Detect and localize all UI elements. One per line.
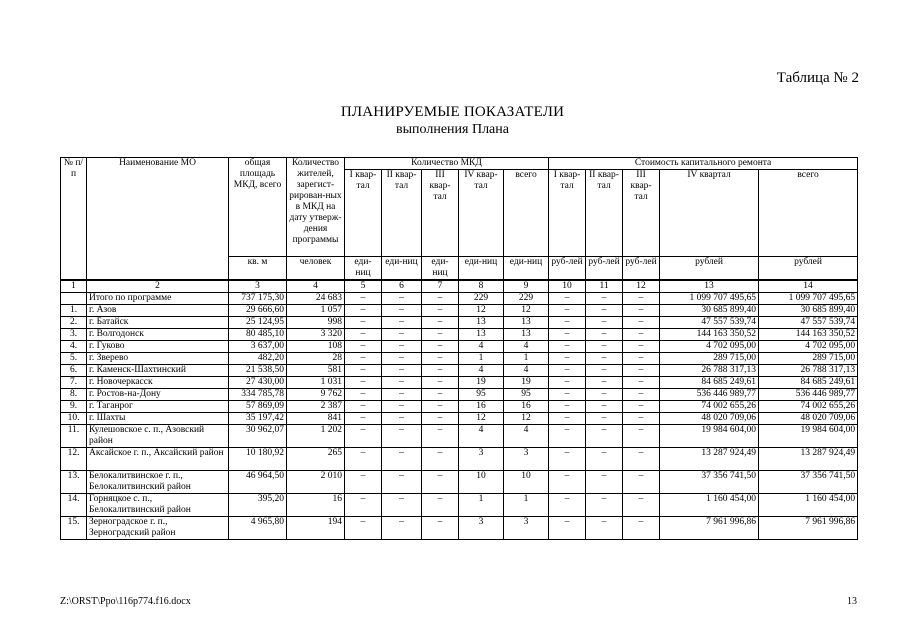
cell-mkd-q2: – [382,305,422,317]
table-row [61,401,858,413]
cell-mkd-total: 4 [504,341,549,353]
cell-cost-total: 144 163 350,52 [759,329,858,341]
cell-mkd-q2: – [382,389,422,401]
column-index-cell: 7 [422,280,459,293]
table-row [61,329,858,341]
cell-cost-q3: – [623,389,660,401]
cell-mkd-q2: – [382,317,422,329]
cell-mkd-total: 1 [504,494,549,517]
table-row [61,353,858,365]
unit-cost-total: рублей [759,257,858,281]
cell-mkd-total: 19 [504,377,549,389]
cell-cost-q1: – [549,341,586,353]
header-area: общая площадь МКД, всего [229,158,287,257]
cell-mkd-q1: – [345,425,382,448]
unit-mkd-q2: еди-ниц [382,257,422,281]
cell-name: г. Шахты [87,413,229,425]
cell-cost-q1: – [549,413,586,425]
cell-residents: 998 [287,317,345,329]
cell-area: 482,20 [229,353,287,365]
column-index-cell: 10 [549,280,586,293]
cell-cost-q1: – [549,517,586,540]
unit-cost-q1: руб-лей [549,257,586,281]
unit-mkd-q4: еди-ниц [459,257,504,281]
cell-num: 12. [61,448,87,471]
cell-mkd-q4: 12 [459,305,504,317]
cell-cost-q3: – [623,377,660,389]
cell-cost-q2: – [586,305,623,317]
column-index-cell: 1 [61,280,87,293]
cell-mkd-q1: – [345,329,382,341]
cell-mkd-q1: – [345,341,382,353]
cell-cost-q2: – [586,413,623,425]
cell-name: г. Новочеркасск [87,377,229,389]
cell-mkd-q2: – [382,471,422,494]
cell-cost-q2: – [586,517,623,540]
cell-mkd-q2: – [382,329,422,341]
cell-cost-q1: – [549,389,586,401]
cell-name: г. Волгодонск [87,329,229,341]
cell-cost-total: 1 099 707 495,65 [759,293,858,305]
cell-area: 80 485,10 [229,329,287,341]
unit-mkd-total: еди-ниц [504,257,549,281]
table-row [61,389,858,401]
cell-mkd-q4: 229 [459,293,504,305]
cell-num: 5. [61,353,87,365]
cell-cost-q3: – [623,494,660,517]
cell-mkd-q2: – [382,353,422,365]
cell-cost-total: 37 356 741,50 [759,471,858,494]
cell-mkd-total: 16 [504,401,549,413]
cell-mkd-total: 1 [504,353,549,365]
table-row [61,494,858,517]
cell-mkd-q1: – [345,448,382,471]
cell-cost-q1: – [549,317,586,329]
cell-mkd-total: 4 [504,425,549,448]
unit-cost-q2: руб-лей [586,257,623,281]
cell-cost-q4: 289 715,00 [660,353,759,365]
column-index-cell: 12 [623,280,660,293]
cell-mkd-q4: 3 [459,448,504,471]
cell-cost-q3: – [623,353,660,365]
footer-file-path: Z:\ORST\Ppo\116p774.f16.docx [60,596,191,607]
table-row [61,341,858,353]
cell-mkd-q1: – [345,494,382,517]
cell-cost-q1: – [549,293,586,305]
cell-mkd-q3: – [422,305,459,317]
column-index-cell: 14 [759,280,858,293]
cell-mkd-total: 10 [504,471,549,494]
cell-num: 6. [61,365,87,377]
unit-mkd-q3: еди-ниц [422,257,459,281]
cell-mkd-q3: – [422,293,459,305]
cell-mkd-q4: 4 [459,425,504,448]
cell-cost-q4: 26 788 317,13 [660,365,759,377]
cell-area: 4 965,80 [229,517,287,540]
cell-cost-q4: 19 984 604,00 [660,425,759,448]
cell-residents: 841 [287,413,345,425]
cell-area: 334 785,78 [229,389,287,401]
cell-mkd-q3: – [422,377,459,389]
cell-mkd-q1: – [345,293,382,305]
cell-cost-total: 26 788 317,13 [759,365,858,377]
cell-mkd-q2: – [382,425,422,448]
document-subtitle: выполнения Плана [396,122,509,137]
table-number: Таблица № 2 [776,70,859,86]
cell-cost-q1: – [549,494,586,517]
cell-mkd-q2: – [382,401,422,413]
unit-mkd-q1: еди-ниц [345,257,382,281]
cell-cost-q3: – [623,401,660,413]
cell-mkd-q1: – [345,517,382,540]
cell-cost-q1: – [549,471,586,494]
cell-area: 46 964,50 [229,471,287,494]
table-row [61,413,858,425]
cell-mkd-q4: 1 [459,353,504,365]
header-mkd-total: всего [504,170,549,257]
cell-residents: 3 320 [287,329,345,341]
cell-area: 25 124,95 [229,317,287,329]
cell-mkd-total: 3 [504,517,549,540]
cell-area: 395,20 [229,494,287,517]
cell-area: 27 430,00 [229,377,287,389]
cell-mkd-q2: – [382,377,422,389]
header-cost-q2: II квар-тал [586,170,623,257]
table-row [61,317,858,329]
cell-mkd-q1: – [345,353,382,365]
cell-num: 3. [61,329,87,341]
cell-mkd-total: 3 [504,448,549,471]
cell-cost-q4: 37 356 741,50 [660,471,759,494]
cell-name: г. Таганрог [87,401,229,413]
cell-name: г. Гуково [87,341,229,353]
page-number: 13 [847,596,857,607]
header-mkd-q2: II квар-тал [382,170,422,257]
cell-area: 35 197,42 [229,413,287,425]
cell-cost-total: 48 020 709,06 [759,413,858,425]
header-num: № п/п [61,158,87,281]
cell-num: 1. [61,305,87,317]
cell-cost-q4: 74 002 655,26 [660,401,759,413]
cell-cost-q2: – [586,401,623,413]
unit-area: кв. м [229,257,287,281]
cell-name: г. Батайск [87,317,229,329]
cell-mkd-q4: 4 [459,365,504,377]
cell-cost-q4: 7 961 996,86 [660,517,759,540]
column-index-cell: 8 [459,280,504,293]
cell-mkd-q4: 12 [459,413,504,425]
column-index-cell: 3 [229,280,287,293]
cell-cost-total: 289 715,00 [759,353,858,365]
cell-mkd-q3: – [422,341,459,353]
cell-cost-q4: 47 557 539,74 [660,317,759,329]
cell-mkd-q1: – [345,305,382,317]
table-row [61,517,858,540]
cell-cost-q3: – [623,471,660,494]
column-index-cell: 6 [382,280,422,293]
cell-area: 3 637,00 [229,341,287,353]
cell-num [61,293,87,305]
table-row [61,471,858,494]
cell-cost-q3: – [623,448,660,471]
column-index-cell: 13 [660,280,759,293]
cell-mkd-total: 229 [504,293,549,305]
cell-residents: 581 [287,365,345,377]
header-residents: Количество жителей, зарегист-рирован-ных в МКД на дату утверж-дения программы [287,158,345,257]
header-cost-total: всего [759,170,858,257]
cell-mkd-q2: – [382,413,422,425]
cell-name: Зерноградское г. п., Зерноградский район [87,517,229,540]
cell-cost-total: 84 685 249,61 [759,377,858,389]
header-mkd-q3: III квар-тал [422,170,459,257]
cell-cost-q3: – [623,293,660,305]
column-index-row [61,280,858,293]
cell-mkd-total: 4 [504,365,549,377]
cell-residents: 16 [287,494,345,517]
cell-cost-q1: – [549,377,586,389]
cell-num: 2. [61,317,87,329]
cell-cost-q2: – [586,365,623,377]
cell-cost-q3: – [623,413,660,425]
cell-cost-q2: – [586,389,623,401]
cell-name: Белокалитвинское г. п., Белокалитвинский район [87,471,229,494]
header-cost-q3: III квар-тал [623,170,660,257]
document-title: ПЛАНИРУЕМЫЕ ПОКАЗАТЕЛИ [340,104,565,120]
cell-cost-q2: – [586,353,623,365]
cell-mkd-q1: – [345,471,382,494]
cell-mkd-q1: – [345,401,382,413]
cell-area: 21 538,50 [229,365,287,377]
cell-mkd-q4: 13 [459,317,504,329]
cell-cost-q4: 48 020 709,06 [660,413,759,425]
cell-cost-q4: 536 446 989,77 [660,389,759,401]
table-row [61,425,858,448]
cell-mkd-q4: 19 [459,377,504,389]
cell-cost-total: 19 984 604,00 [759,425,858,448]
cell-cost-q3: – [623,341,660,353]
cell-cost-q1: – [549,448,586,471]
cell-cost-q4: 144 163 350,52 [660,329,759,341]
cell-mkd-q3: – [422,353,459,365]
cell-num: 7. [61,377,87,389]
cell-area: 30 962,07 [229,425,287,448]
cell-name: г. Азов [87,305,229,317]
cell-mkd-q1: – [345,317,382,329]
cell-mkd-q3: – [422,329,459,341]
header-cost-q4: IV квартал [660,170,759,257]
cell-name: г. Каменск-Шахтинский [87,365,229,377]
cell-residents: 24 683 [287,293,345,305]
cell-num: 13. [61,471,87,494]
cell-cost-q2: – [586,293,623,305]
cell-mkd-q4: 10 [459,471,504,494]
table-row [61,377,858,389]
cell-mkd-q3: – [422,413,459,425]
header-cost-group: Стоимость капитального ремонта [549,158,858,170]
column-index-cell: 9 [504,280,549,293]
cell-cost-q3: – [623,425,660,448]
cell-num: 8. [61,389,87,401]
cell-cost-total: 1 160 454,00 [759,494,858,517]
cell-cost-q4: 84 685 249,61 [660,377,759,389]
cell-name: Итого по программе [87,293,229,305]
header-cost-q1: I квар-тал [549,170,586,257]
cell-cost-total: 74 002 655,26 [759,401,858,413]
cell-cost-q2: – [586,494,623,517]
cell-cost-q2: – [586,341,623,353]
header-mkd-q1: I квар-тал [345,170,382,257]
cell-cost-q3: – [623,517,660,540]
cell-name: г. Зверево [87,353,229,365]
cell-mkd-q3: – [422,448,459,471]
cell-cost-total: 30 685 899,40 [759,305,858,317]
cell-mkd-q4: 95 [459,389,504,401]
cell-residents: 1 202 [287,425,345,448]
cell-mkd-q4: 3 [459,517,504,540]
cell-residents: 9 762 [287,389,345,401]
cell-mkd-q2: – [382,517,422,540]
cell-cost-q4: 1 099 707 495,65 [660,293,759,305]
cell-mkd-q3: – [422,317,459,329]
cell-residents: 1 057 [287,305,345,317]
cell-residents: 108 [287,341,345,353]
header-mkd-q4: IV квар-тал [459,170,504,257]
cell-mkd-q4: 4 [459,341,504,353]
cell-cost-q4: 13 287 924,49 [660,448,759,471]
cell-mkd-q1: – [345,377,382,389]
cell-num: 11. [61,425,87,448]
header-row-1 [61,158,858,170]
cell-cost-q3: – [623,365,660,377]
cell-cost-q1: – [549,401,586,413]
cell-cost-q3: – [623,317,660,329]
cell-cost-q2: – [586,329,623,341]
cell-mkd-q3: – [422,389,459,401]
cell-mkd-total: 95 [504,389,549,401]
cell-cost-q4: 4 702 095,00 [660,341,759,353]
cell-num: 10. [61,413,87,425]
cell-cost-q4: 1 160 454,00 [660,494,759,517]
cell-cost-q3: – [623,329,660,341]
cell-cost-total: 13 287 924,49 [759,448,858,471]
cell-area: 737 175,30 [229,293,287,305]
header-name: Наименование МО [87,158,229,281]
cell-residents: 194 [287,517,345,540]
unit-people: человек [287,257,345,281]
cell-cost-total: 7 961 996,86 [759,517,858,540]
cell-cost-q1: – [549,353,586,365]
cell-cost-q1: – [549,365,586,377]
cell-mkd-q2: – [382,341,422,353]
cell-cost-q2: – [586,317,623,329]
cell-residents: 2 010 [287,471,345,494]
cell-cost-q1: – [549,305,586,317]
cell-mkd-q4: 13 [459,329,504,341]
cell-name: Аксайское г. п., Аксайский район [87,448,229,471]
cell-cost-q4: 30 685 899,40 [660,305,759,317]
cell-cost-q1: – [549,425,586,448]
cell-cost-q2: – [586,448,623,471]
unit-cost-q4: рублей [660,257,759,281]
cell-mkd-q3: – [422,365,459,377]
cell-num: 4. [61,341,87,353]
cell-mkd-total: 13 [504,329,549,341]
cell-cost-q2: – [586,471,623,494]
cell-mkd-total: 13 [504,317,549,329]
total-row [61,293,858,305]
cell-area: 29 666,60 [229,305,287,317]
column-index-cell: 5 [345,280,382,293]
cell-mkd-q1: – [345,365,382,377]
cell-cost-q2: – [586,425,623,448]
cell-cost-total: 536 446 989,77 [759,389,858,401]
cell-num: 14. [61,494,87,517]
cell-area: 57 869,09 [229,401,287,413]
cell-cost-total: 47 557 539,74 [759,317,858,329]
indicators-table [60,157,858,540]
cell-mkd-q2: – [382,494,422,517]
cell-mkd-q3: – [422,471,459,494]
cell-cost-total: 4 702 095,00 [759,341,858,353]
cell-name: Горняцкое с. п., Белокалитвинский район [87,494,229,517]
cell-mkd-q1: – [345,413,382,425]
table-row [61,365,858,377]
cell-cost-q3: – [623,305,660,317]
cell-num: 9. [61,401,87,413]
cell-residents: 265 [287,448,345,471]
cell-mkd-q3: – [422,517,459,540]
cell-residents: 2 387 [287,401,345,413]
cell-name: Кулешовское с. п., Азовский район [87,425,229,448]
cell-mkd-q3: – [422,401,459,413]
table-row [61,305,858,317]
column-index-cell: 4 [287,280,345,293]
cell-mkd-q2: – [382,448,422,471]
cell-num: 15. [61,517,87,540]
cell-mkd-total: 12 [504,305,549,317]
cell-name: г. Ростов-на-Дону [87,389,229,401]
unit-cost-q3: руб-лей [623,257,660,281]
cell-mkd-q4: 16 [459,401,504,413]
column-index-cell: 2 [87,280,229,293]
cell-cost-q1: – [549,329,586,341]
cell-mkd-q3: – [422,494,459,517]
cell-mkd-q3: – [422,425,459,448]
cell-mkd-q4: 1 [459,494,504,517]
cell-residents: 28 [287,353,345,365]
cell-mkd-q2: – [382,365,422,377]
cell-residents: 1 031 [287,377,345,389]
header-mkd-group: Количество МКД [345,158,549,170]
cell-cost-q2: – [586,377,623,389]
column-index-cell: 11 [586,280,623,293]
cell-mkd-total: 12 [504,413,549,425]
cell-mkd-q1: – [345,389,382,401]
cell-area: 10 180,92 [229,448,287,471]
cell-mkd-q2: – [382,293,422,305]
table-row [61,448,858,471]
